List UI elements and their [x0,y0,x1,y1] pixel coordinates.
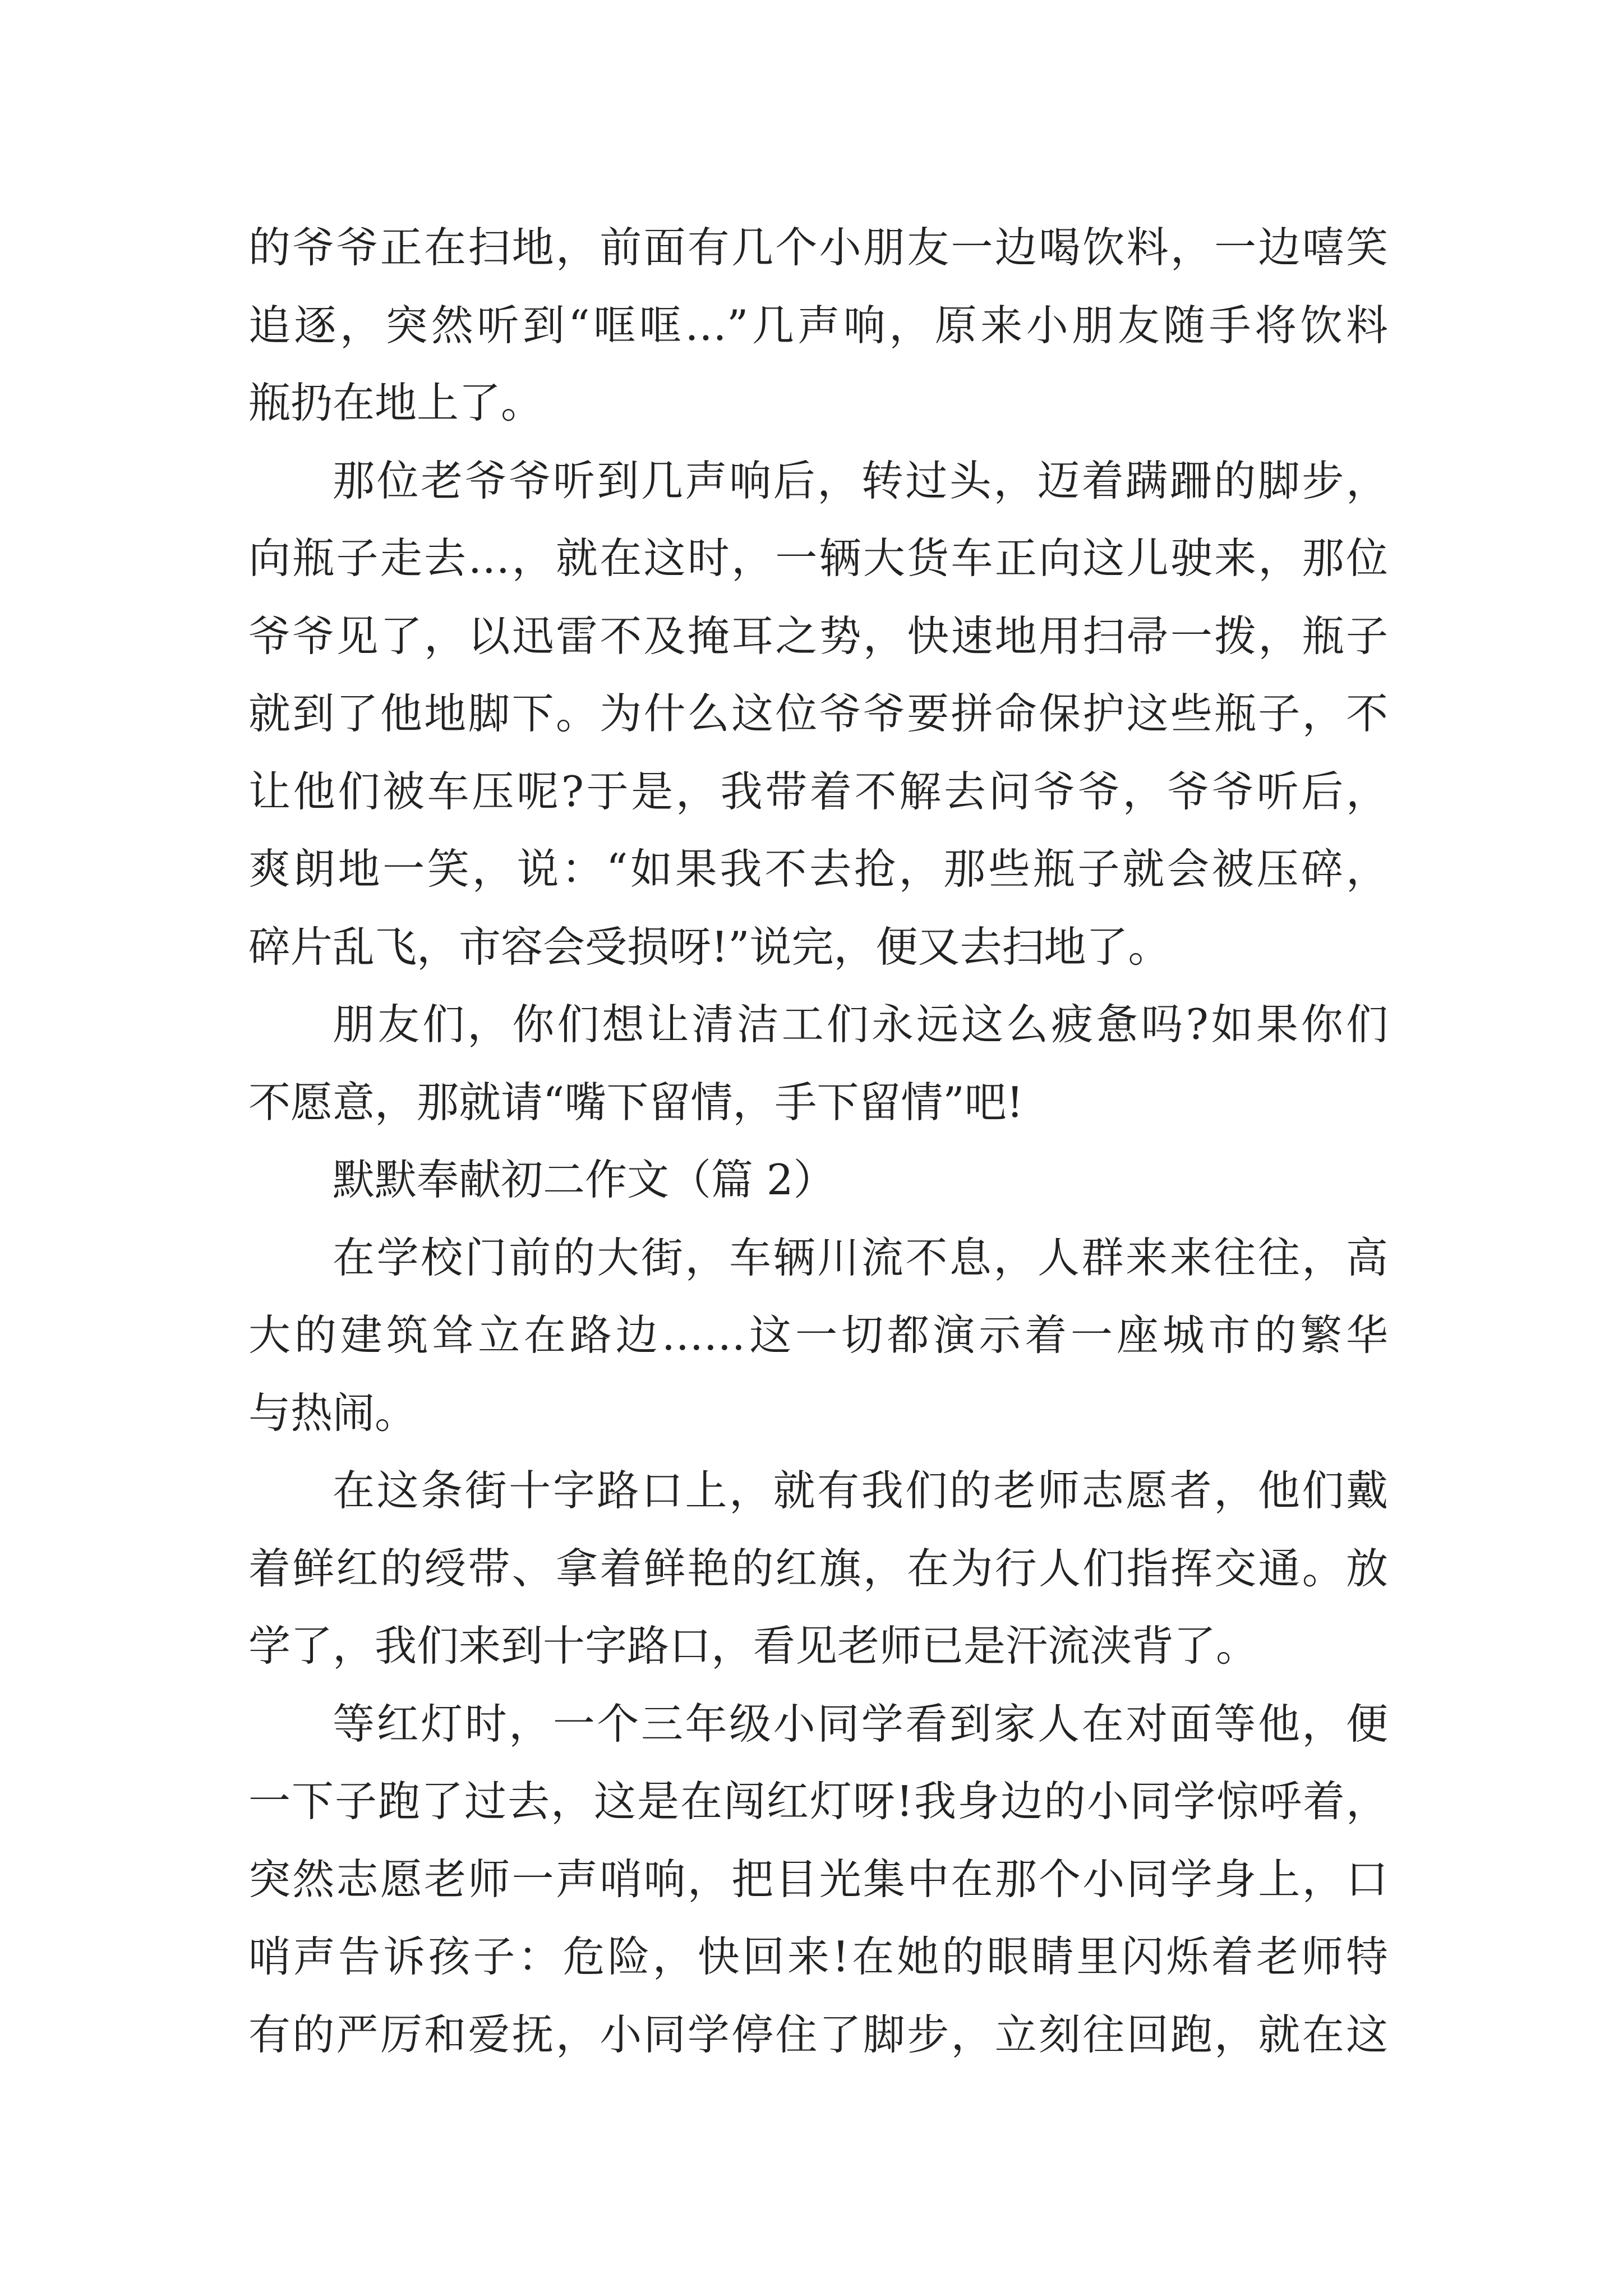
text-line: 一下子跑了过去，这是在闯红灯呀!我身边的小同学惊呼着， [248,1777,1388,1826]
text-line: 有的严厉和爱抚，小同学停住了脚步，立刻往回跑，就在这 [248,2009,1388,2059]
text-line: 不愿意，那就请“嘴下留情，手下留情”吧! [248,1077,1023,1127]
paragraph-3 [248,986,1388,1141]
text-line: 追逐，突然听到“哐哐…”几声响，原来小朋友随手将饮料 [248,300,1388,350]
text-line: 碎片乱飞，市容会受损呀!”说完，便又去扫地了。 [248,922,1170,972]
heading-text: 默默奉献初二作文（篇 2） [333,1155,836,1204]
text-line: 学了，我们来到十字路口，看见老师已是汗流浃背了。 [248,1621,1258,1671]
text-line: 着鲜红的绶带、拿着鲜艳的红旗，在为行人们指挥交通。放 [248,1543,1388,1593]
section-heading [248,1141,1388,1219]
text-line: 在这条街十字路口上，就有我们的老师志愿者，他们戴 [333,1466,1388,1515]
paragraph-6 [248,1452,1388,1685]
text-line: 瓶扔在地上了。 [248,378,543,427]
paragraph-2 [248,442,1388,986]
paragraph-7 [248,1685,1388,2074]
text-line: 爷爷见了，以迅雷不及掩耳之势，快速地用扫帚一拨，瓶子 [248,611,1388,661]
text-line: 那位老爷爷听到几声响后，转过头，迈着蹒跚的脚步， [333,455,1388,505]
text-line: 让他们被车压呢?于是，我带着不解去问爷爷，爷爷听后， [248,766,1388,816]
text-line: 突然志愿老师一声哨响，把目光集中在那个小同学身上，口 [248,1854,1388,1904]
document-body [248,209,1388,2073]
text-line: 在学校门前的大街，车辆川流不息，人群来来往往，高 [333,1232,1388,1282]
text-line: 爽朗地一笑，说：“如果我不去抢，那些瓶子就会被压碎， [248,844,1388,894]
text-line: 等红灯时，一个三年级小同学看到家人在对面等他，便 [333,1699,1388,1749]
paragraph-1 [248,209,1388,442]
text-line: 的爷爷正在扫地，前面有几个小朋友一边喝饮料，一边嘻笑 [248,223,1388,272]
paragraph-5 [248,1219,1388,1452]
text-line: 与热闹。 [248,1388,417,1438]
text-line: 朋友们，你们想让清洁工们永远这么疲惫吗?如果你们 [333,1000,1388,1049]
text-line: 向瓶子走去…，就在这时，一辆大货车正向这儿驶来，那位 [248,533,1388,583]
text-line: 大的建筑耸立在路边……这一切都演示着一座城市的繁华 [248,1310,1388,1360]
text-line: 哨声告诉孩子：危险，快回来!在她的眼睛里闪烁着老师特 [248,1932,1388,1981]
text-line: 就到了他地脚下。为什么这位爷爷要拼命保护这些瓶子，不 [248,689,1388,738]
